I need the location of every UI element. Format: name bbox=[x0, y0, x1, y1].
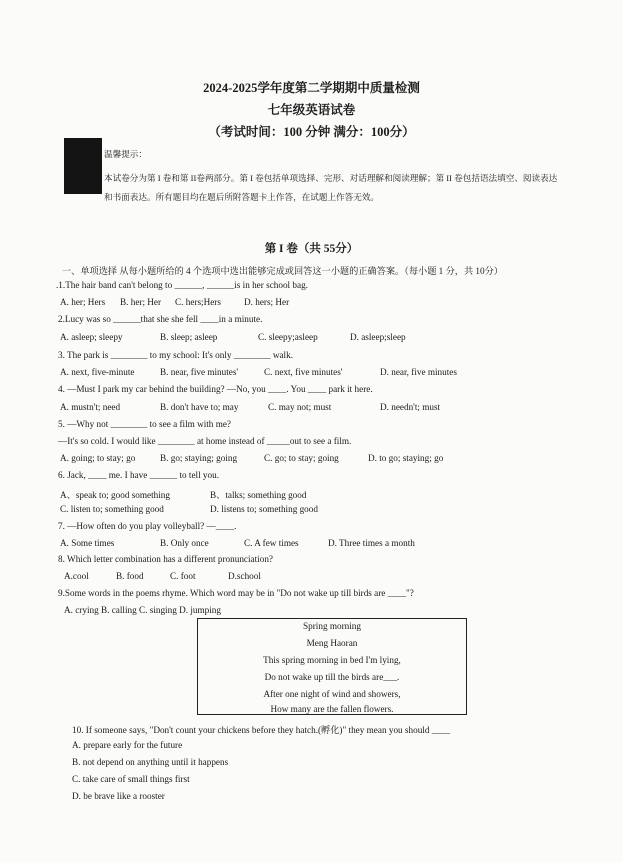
q9-options: A. crying B. calling C. singing D. jumping bbox=[64, 605, 221, 615]
poem-line-2: Do not wake up till the birds are___. bbox=[264, 672, 400, 682]
question-4: 4. —Must I park my car behind the building? —No, you ____. You ____ park it here. bbox=[58, 384, 373, 394]
question-5: 5. —Why not ________ to see a film with me? bbox=[58, 419, 232, 429]
q10-option-a: A. prepare early for the future bbox=[72, 740, 183, 750]
q2-option-c: C. sleepy;asleep bbox=[258, 332, 318, 342]
q5-option-d: D. to go; staying; go bbox=[368, 453, 444, 463]
notice-label: 温馨提示： bbox=[104, 149, 147, 159]
q2-option-b: B. sleep; asleep bbox=[160, 332, 218, 342]
poem-title: Spring morning bbox=[303, 621, 361, 631]
q2-option-d: D. asleep;sleep bbox=[350, 332, 406, 342]
q3-option-d: D. near, five minutes bbox=[380, 367, 457, 377]
q1-option-a: A. her; Hers bbox=[60, 297, 106, 307]
q6-option-a: A、speak to; good something bbox=[60, 490, 170, 500]
q7-option-b: B. Only once bbox=[160, 538, 209, 548]
q8-option-b: B. food bbox=[116, 571, 144, 581]
q2-option-a: A. asleep; sleepy bbox=[60, 332, 123, 342]
q4-option-c: C. may not; must bbox=[268, 402, 332, 412]
q10-option-d: D. be brave like a rooster bbox=[72, 791, 165, 801]
q8-option-d: D.school bbox=[228, 571, 261, 581]
redaction-block bbox=[64, 138, 102, 194]
notice-line-1: 本试卷分为第 I 卷和第 II卷两部分。第 I 卷包括单项选择、完形、对话理解和阅读理解；第 II 卷包括语法填空、阅读表达 bbox=[104, 173, 558, 183]
q8-option-c: C. foot bbox=[170, 571, 196, 581]
q5-option-c: C. go; to stay; going bbox=[264, 453, 339, 463]
q3-option-a: A. next, five-minute bbox=[60, 367, 135, 377]
q4-option-a: A. mustn't; need bbox=[60, 402, 121, 412]
poem-author: Meng Haoran bbox=[306, 638, 358, 648]
poem-line-1: This spring morning in bed I'm lying, bbox=[263, 655, 401, 665]
q6-option-d: D. listens to; something good bbox=[210, 504, 318, 514]
q7-option-a: A. Some times bbox=[60, 538, 115, 548]
exam-time-score: （考试时间：100 分钟 满分：100分） bbox=[208, 125, 415, 139]
question-1: .1.The hair band can't belong to ______, ______is in her school bag. bbox=[56, 280, 308, 290]
q5-option-a: A. going; to stay; go bbox=[60, 453, 136, 463]
question-3: 3. The park is ________ to my school: It's only ________ walk. bbox=[58, 350, 293, 360]
question-7: 7. —How often do you play volleyball? —____. bbox=[58, 521, 237, 531]
question-2: 2.Lucy was so ______that she she fell ____in a minute. bbox=[58, 314, 263, 324]
poem-line-3: After one night of wind and showers, bbox=[263, 689, 401, 699]
section-heading: 一、单项选择 从每小题所给的 4 个选项中选出能够完成或回答这一小题的正确答案。（每小题 1 分，共 10分） bbox=[62, 266, 503, 276]
q1-option-d: D. hers; Her bbox=[244, 297, 290, 307]
q6-option-c: C. listen to; something good bbox=[60, 504, 164, 514]
exam-subtitle: 七年级英语试卷 bbox=[267, 103, 356, 117]
question-9: 9.Some words in the poems rhyme. Which word may be in "Do not wake up till birds are ____"? bbox=[58, 588, 414, 598]
question-6: 6. Jack, ____ me. I have ______ to tell you. bbox=[58, 470, 220, 480]
part-title: 第 I 卷（共 55分） bbox=[264, 243, 359, 255]
q1-option-c: C. hers;Hers bbox=[175, 297, 221, 307]
q3-option-b: B. near, five minutes' bbox=[160, 367, 239, 377]
q4-option-d: D. needn't; must bbox=[380, 402, 441, 412]
q10-option-c: C. take care of small things first bbox=[72, 774, 190, 784]
q7-option-c: C. A few times bbox=[244, 538, 299, 548]
q1-option-b: B. her; Her bbox=[120, 297, 162, 307]
q10-option-b: B. not depend on anything until it happens bbox=[72, 757, 229, 767]
poem-line-4: How many are the fallen flowers. bbox=[270, 704, 394, 714]
q8-option-a: A.cool bbox=[64, 571, 89, 581]
q4-option-b: B. don't have to; may bbox=[160, 402, 239, 412]
poem-box bbox=[197, 618, 467, 715]
notice-line-2: 和书面表达。所有题目均在题后所附答题卡上作答，在试题上作答无效。 bbox=[104, 192, 380, 202]
q5-option-b: B. go; staying; going bbox=[160, 453, 238, 463]
exam-title: 2024-2025学年度第二学期期中质量检测 bbox=[203, 81, 420, 95]
q3-option-c: C. next, five minutes' bbox=[264, 367, 343, 377]
question-10: 10. If someone says, "Don't count your chickens before they hatch.(孵化)" they mean you should ____ bbox=[72, 725, 451, 735]
question-5-response: —It's so cold. I would like ________ at home instead of _____out to see a film. bbox=[58, 436, 352, 446]
question-8: 8. Which letter combination has a different pronunciation? bbox=[58, 554, 273, 564]
q7-option-d: D. Three times a month bbox=[328, 538, 415, 548]
q6-option-b: B、talks; something good bbox=[210, 490, 307, 500]
